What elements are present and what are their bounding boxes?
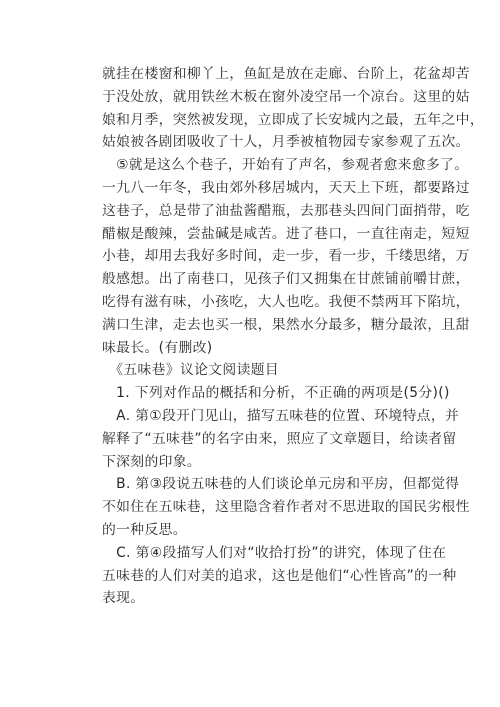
text-line: 小巷，却用去我好多时间，走一步，看一步，千缕思绪，万 — [102, 248, 470, 265]
text-line: 于没处放，就用铁丝木板在窗外凌空吊一个凉台。这里的姑 — [102, 88, 470, 105]
text-line: 表现。 — [102, 590, 145, 607]
text-line: 的一种反思。 — [102, 521, 187, 538]
text-line: 姑娘被各剧团吸收了十人，月季被植物园专家参观了五次。 — [102, 134, 470, 151]
text-line: 五味巷的人们对美的追求，这也是他们“心性皆高”的一种 — [102, 567, 457, 584]
text-line: 满口生津，走去也买一根，果然水分最多，糖分最浓，且甜 — [102, 316, 470, 333]
text-line: 吃得有滋有味，小孩吃，大人也吃。我便不禁两耳下陷坑， — [102, 293, 470, 310]
text-line: C. 第④段描写人们对“收拾打扮”的讲究，体现了住在 — [102, 544, 447, 561]
text-line: 解释了“五味巷”的名字由来，照应了文章题目，给读者留 — [102, 430, 457, 447]
text-line: A. 第①段开门见山，描写五味巷的位置、环境特点，并 — [102, 407, 460, 424]
text-line: B. 第③段说五味巷的人们谈论单元房和平房，但都觉得 — [102, 476, 460, 493]
text-line: 娘和月季，突然被发现，立即成了长安城内之最，五年之中， — [102, 111, 484, 128]
text-line: 1. 下列对作品的概括和分析，不正确的两项是(5分)() — [102, 385, 450, 402]
text-line: 这巷子，总是带了油盐酱醋瓶，去那巷头四间门面捎带，吃 — [102, 202, 470, 219]
text-line: 《五味巷》议论文阅读题目 — [102, 362, 280, 379]
article-text — [102, 63, 484, 610]
text-line: ⑤就是这么个巷子，开始有了声名，参观者愈来愈多了。 — [102, 157, 469, 174]
text-line: 下深刻的印象。 — [102, 453, 202, 470]
text-line: 般感想。出了南巷口，见孩子们又拥集在甘蔗铺前嚼甘蔗， — [102, 271, 470, 288]
text-line: 就挂在楼窗和柳丫上，鱼缸是放在走廊、台阶上，花盆却苦 — [102, 66, 470, 82]
text-line: 味最长。(有删改) — [102, 339, 213, 356]
text-line: 一九八一年冬，我由郊外移居城内，天天上下班，都要路过 — [102, 179, 470, 196]
text-line: 醋椒是酸辣，尝盐碱是咸苦。进了巷口，一直往南走，短短 — [102, 225, 470, 242]
text-line: 不如住在五味巷，这里隐含着作者对不思进取的国民劣根性 — [102, 499, 470, 516]
